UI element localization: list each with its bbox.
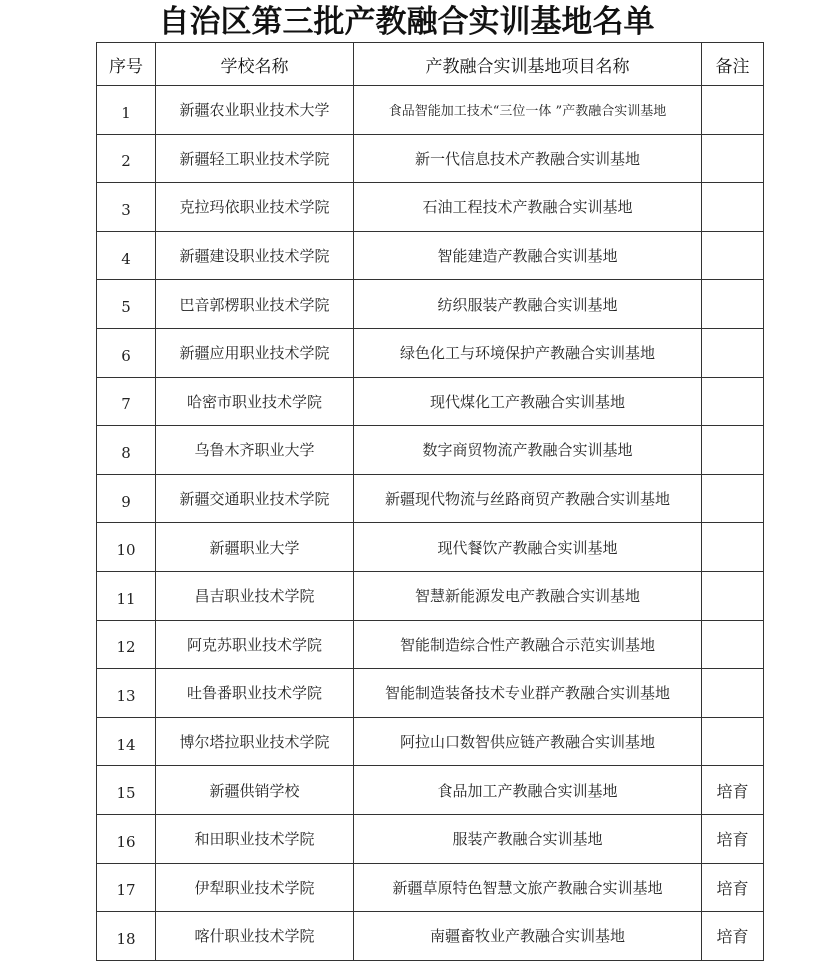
project-cell: 新疆草原特色智慧文旅产教融合实训基地: [354, 863, 702, 912]
table-row: [97, 912, 764, 961]
project-cell: 食品智能加工技术“三位一体 ”产教融合实训基地: [354, 86, 702, 135]
seq-cell: 10: [97, 523, 156, 572]
note-cell: 培育: [702, 766, 764, 815]
seq-cell: 12: [97, 620, 156, 669]
seq-cell: 8: [97, 426, 156, 475]
table-header-row: [97, 43, 764, 86]
seq-cell: 6: [97, 328, 156, 377]
note-cell: [702, 328, 764, 377]
project-cell: 数字商贸物流产教融合实训基地: [354, 426, 702, 475]
seq-cell: 11: [97, 571, 156, 620]
column-header-project: 产教融合实训基地项目名称: [354, 43, 702, 86]
school-cell: 巴音郭楞职业技术学院: [156, 280, 354, 329]
note-cell: [702, 231, 764, 280]
project-cell: 智能制造综合性产教融合示范实训基地: [354, 620, 702, 669]
column-header-note: 备注: [702, 43, 764, 86]
column-header-seq: 序号: [97, 43, 156, 86]
table-row: [97, 328, 764, 377]
table-row: [97, 669, 764, 718]
project-cell: 南疆畜牧业产教融合实训基地: [354, 912, 702, 961]
school-cell: 新疆供销学校: [156, 766, 354, 815]
seq-cell: 9: [97, 474, 156, 523]
school-cell: 阿克苏职业技术学院: [156, 620, 354, 669]
table-row: [97, 474, 764, 523]
seq-cell: 17: [97, 863, 156, 912]
school-cell: 新疆农业职业技术大学: [156, 86, 354, 135]
note-cell: [702, 669, 764, 718]
seq-cell: 5: [97, 280, 156, 329]
table-row: [97, 571, 764, 620]
note-cell: [702, 86, 764, 135]
note-cell: [702, 280, 764, 329]
seq-cell: 18: [97, 912, 156, 961]
school-cell: 吐鲁番职业技术学院: [156, 669, 354, 718]
note-cell: [702, 571, 764, 620]
note-cell: [702, 620, 764, 669]
project-cell: 现代煤化工产教融合实训基地: [354, 377, 702, 426]
school-cell: 伊犁职业技术学院: [156, 863, 354, 912]
table-row: [97, 134, 764, 183]
project-cell: 食品加工产教融合实训基地: [354, 766, 702, 815]
note-cell: [702, 426, 764, 475]
table-row: [97, 377, 764, 426]
school-cell: 新疆职业大学: [156, 523, 354, 572]
table-row: [97, 620, 764, 669]
project-cell: 新疆现代物流与丝路商贸产教融合实训基地: [354, 474, 702, 523]
note-cell: [702, 717, 764, 766]
seq-cell: 16: [97, 814, 156, 863]
seq-cell: 15: [97, 766, 156, 815]
school-cell: 新疆轻工职业技术学院: [156, 134, 354, 183]
note-cell: [702, 474, 764, 523]
note-cell: 培育: [702, 814, 764, 863]
table-row: [97, 86, 764, 135]
table-row: [97, 280, 764, 329]
note-cell: [702, 377, 764, 426]
seq-cell: 4: [97, 231, 156, 280]
project-cell: 智能建造产教融合实训基地: [354, 231, 702, 280]
school-cell: 新疆建设职业技术学院: [156, 231, 354, 280]
school-cell: 和田职业技术学院: [156, 814, 354, 863]
seq-cell: 14: [97, 717, 156, 766]
school-cell: 昌吉职业技术学院: [156, 571, 354, 620]
project-cell: 绿色化工与环境保护产教融合实训基地: [354, 328, 702, 377]
seq-cell: 2: [97, 134, 156, 183]
project-cell: 服装产教融合实训基地: [354, 814, 702, 863]
school-cell: 乌鲁木齐职业大学: [156, 426, 354, 475]
school-cell: 新疆应用职业技术学院: [156, 328, 354, 377]
page-title: 自治区第三批产教融合实训基地名单: [158, 4, 655, 40]
project-cell: 现代餐饮产教融合实训基地: [354, 523, 702, 572]
school-cell: 博尔塔拉职业技术学院: [156, 717, 354, 766]
institution-table: [96, 42, 764, 961]
column-header-school: 学校名称: [156, 43, 354, 86]
project-cell: 智慧新能源发电产教融合实训基地: [354, 571, 702, 620]
note-cell: [702, 134, 764, 183]
note-cell: 培育: [702, 912, 764, 961]
school-cell: 新疆交通职业技术学院: [156, 474, 354, 523]
seq-cell: 1: [97, 86, 156, 135]
note-cell: [702, 183, 764, 232]
table-row: [97, 523, 764, 572]
table-row: [97, 183, 764, 232]
project-cell: 阿拉山口数智供应链产教融合实训基地: [354, 717, 702, 766]
school-cell: 哈密市职业技术学院: [156, 377, 354, 426]
project-cell: 智能制造装备技术专业群产教融合实训基地: [354, 669, 702, 718]
school-cell: 喀什职业技术学院: [156, 912, 354, 961]
seq-cell: 3: [97, 183, 156, 232]
table-row: [97, 426, 764, 475]
note-cell: 培育: [702, 863, 764, 912]
table-row: [97, 814, 764, 863]
table-row: [97, 231, 764, 280]
project-cell: 纺织服装产教融合实训基地: [354, 280, 702, 329]
project-cell: 石油工程技术产教融合实训基地: [354, 183, 702, 232]
school-cell: 克拉玛依职业技术学院: [156, 183, 354, 232]
seq-cell: 13: [97, 669, 156, 718]
table-row: [97, 717, 764, 766]
seq-cell: 7: [97, 377, 156, 426]
note-cell: [702, 523, 764, 572]
project-cell: 新一代信息技术产教融合实训基地: [354, 134, 702, 183]
table-row: [97, 863, 764, 912]
table-row: [97, 766, 764, 815]
